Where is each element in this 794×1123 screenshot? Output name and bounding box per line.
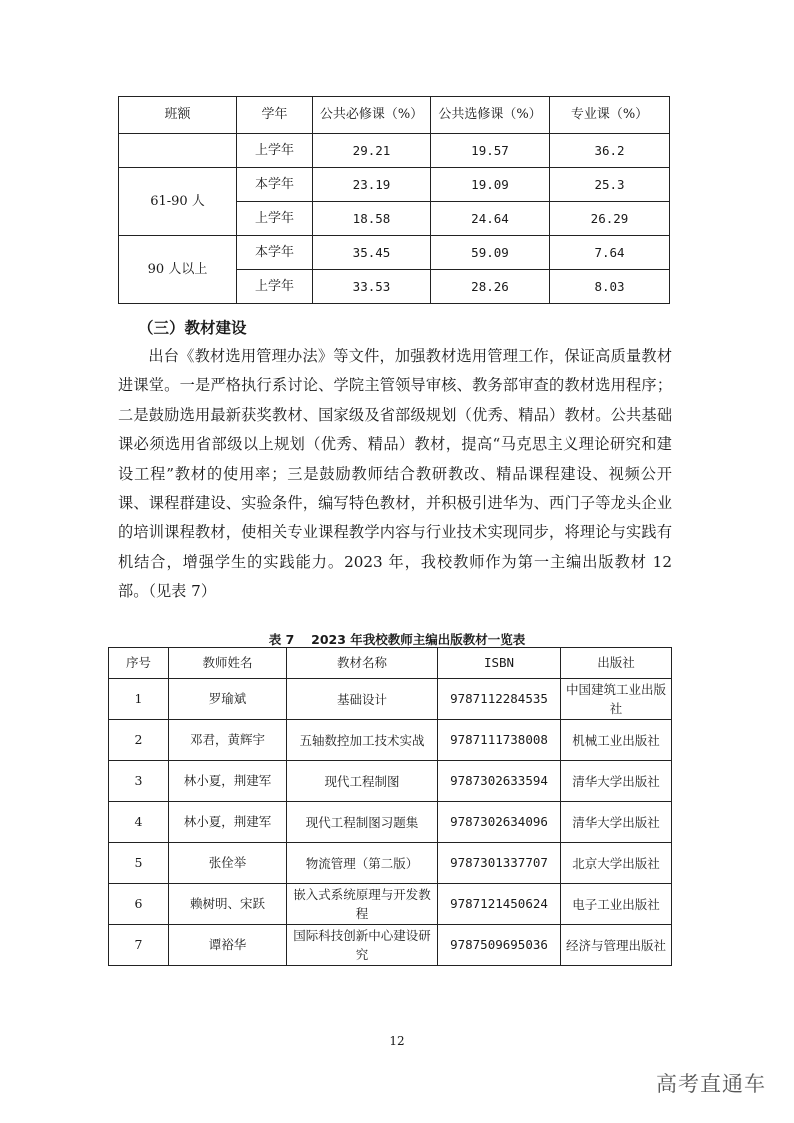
table-row [109, 720, 672, 761]
cell-required: 29.21 [313, 134, 431, 168]
cell-required: 23.19 [313, 168, 431, 202]
cell-elective: 19.57 [431, 134, 550, 168]
page-number: 12 [389, 1034, 405, 1048]
cell-isbn: 9787509695036 [438, 925, 561, 966]
table-row [119, 134, 670, 168]
cell-publisher: 北京大学出版社 [561, 843, 672, 884]
header-major: 专业课（%） [550, 97, 670, 134]
cell-teacher: 邓君，黄辉宇 [169, 720, 287, 761]
cell-major: 36.2 [550, 134, 670, 168]
cell-title: 物流管理（第二版） [287, 843, 438, 884]
table-row [119, 168, 670, 202]
header-teacher: 教师姓名 [169, 648, 287, 679]
cell-publisher: 清华大学出版社 [561, 761, 672, 802]
table-row [109, 843, 672, 884]
cell-publisher: 经济与管理出版社 [561, 925, 672, 966]
cell-no: 2 [109, 720, 169, 761]
cell-isbn: 9787111738008 [438, 720, 561, 761]
textbook-table [108, 647, 672, 966]
class-size-table [118, 96, 670, 304]
body-paragraph: 出台《教材选用管理办法》等文件，加强教材选用管理工作，保证高质量教材进课堂。一是严格执行系讨论、学院主管领导审核、教务部审查的教材选用程序；二是鼓励选用最新获奖教材、国家级及省部级规划（优秀、精品）教材。公共基础课必须选用省部级以上规划（优秀、精品）教材，提高“马克思主义理论研究和建设工程”教材的使用率；三是鼓励教师结合教研教改、精品课程建设、视频公开课、课程群建设、实验条件，编写特色教材，并积极引进华为、西门子等龙头企业的培训课程教材，使相关专业课程教学内容与行业技术实现同步，将理论与实践有机结合，增强学生的实践能力。2023 年，我校教师作为第一主编出版教材 12 部。（见表 7） [118, 347, 672, 601]
cell-year: 上学年 [237, 270, 313, 304]
header-publisher: 出版社 [561, 648, 672, 679]
cell-class-size [119, 134, 237, 168]
header-class-size: 班额 [119, 97, 237, 134]
cell-publisher: 电子工业出版社 [561, 884, 672, 925]
cell-no: 5 [109, 843, 169, 884]
cell-isbn: 9787112284535 [438, 679, 561, 720]
cell-title: 现代工程制图习题集 [287, 802, 438, 843]
table-row [109, 884, 672, 925]
cell-isbn: 9787301337707 [438, 843, 561, 884]
table-header-row [119, 97, 670, 134]
table-row [109, 679, 672, 720]
table-caption: 表 7 2023 年我校教师主编出版教材一览表 [268, 632, 526, 647]
cell-title: 现代工程制图 [287, 761, 438, 802]
header-year: 学年 [237, 97, 313, 134]
section-heading: （三）教材建设 [138, 319, 247, 337]
cell-title: 嵌入式系统原理与开发教程 [287, 884, 438, 925]
cell-no: 3 [109, 761, 169, 802]
cell-isbn: 9787121450624 [438, 884, 561, 925]
watermark: 高考直通车 [656, 1072, 766, 1096]
cell-elective: 19.09 [431, 168, 550, 202]
table-header-row [109, 648, 672, 679]
cell-teacher: 罗瑜斌 [169, 679, 287, 720]
cell-class-size: 90 人以上 [119, 236, 237, 304]
cell-required: 35.45 [313, 236, 431, 270]
cell-major: 7.64 [550, 236, 670, 270]
table-row [109, 925, 672, 966]
table-row [109, 802, 672, 843]
table-row [109, 761, 672, 802]
cell-teacher: 林小夏，荆建军 [169, 761, 287, 802]
header-no: 序号 [109, 648, 169, 679]
cell-teacher: 林小夏，荆建军 [169, 802, 287, 843]
table-row [119, 236, 670, 270]
header-elective: 公共选修课（%） [431, 97, 550, 134]
cell-teacher: 谭裕华 [169, 925, 287, 966]
cell-elective: 59.09 [431, 236, 550, 270]
cell-no: 4 [109, 802, 169, 843]
cell-year: 本学年 [237, 168, 313, 202]
cell-major: 25.3 [550, 168, 670, 202]
cell-year: 本学年 [237, 236, 313, 270]
cell-isbn: 9787302633594 [438, 761, 561, 802]
cell-major: 26.29 [550, 202, 670, 236]
cell-teacher: 赖树明、宋跃 [169, 884, 287, 925]
cell-elective: 24.64 [431, 202, 550, 236]
cell-class-size: 61-90 人 [119, 168, 237, 236]
header-required: 公共必修课（%） [313, 97, 431, 134]
cell-isbn: 9787302634096 [438, 802, 561, 843]
cell-elective: 28.26 [431, 270, 550, 304]
cell-no: 1 [109, 679, 169, 720]
header-title: 教材名称 [287, 648, 438, 679]
cell-required: 18.58 [313, 202, 431, 236]
cell-publisher: 清华大学出版社 [561, 802, 672, 843]
cell-publisher: 机械工业出版社 [561, 720, 672, 761]
cell-required: 33.53 [313, 270, 431, 304]
cell-major: 8.03 [550, 270, 670, 304]
cell-no: 6 [109, 884, 169, 925]
cell-publisher: 中国建筑工业出版社 [561, 679, 672, 720]
cell-title: 五轴数控加工技术实战 [287, 720, 438, 761]
cell-year: 上学年 [237, 202, 313, 236]
cell-year: 上学年 [237, 134, 313, 168]
cell-title: 国际科技创新中心建设研究 [287, 925, 438, 966]
header-isbn: ISBN [438, 648, 561, 679]
cell-teacher: 张佺举 [169, 843, 287, 884]
cell-no: 7 [109, 925, 169, 966]
cell-title: 基础设计 [287, 679, 438, 720]
